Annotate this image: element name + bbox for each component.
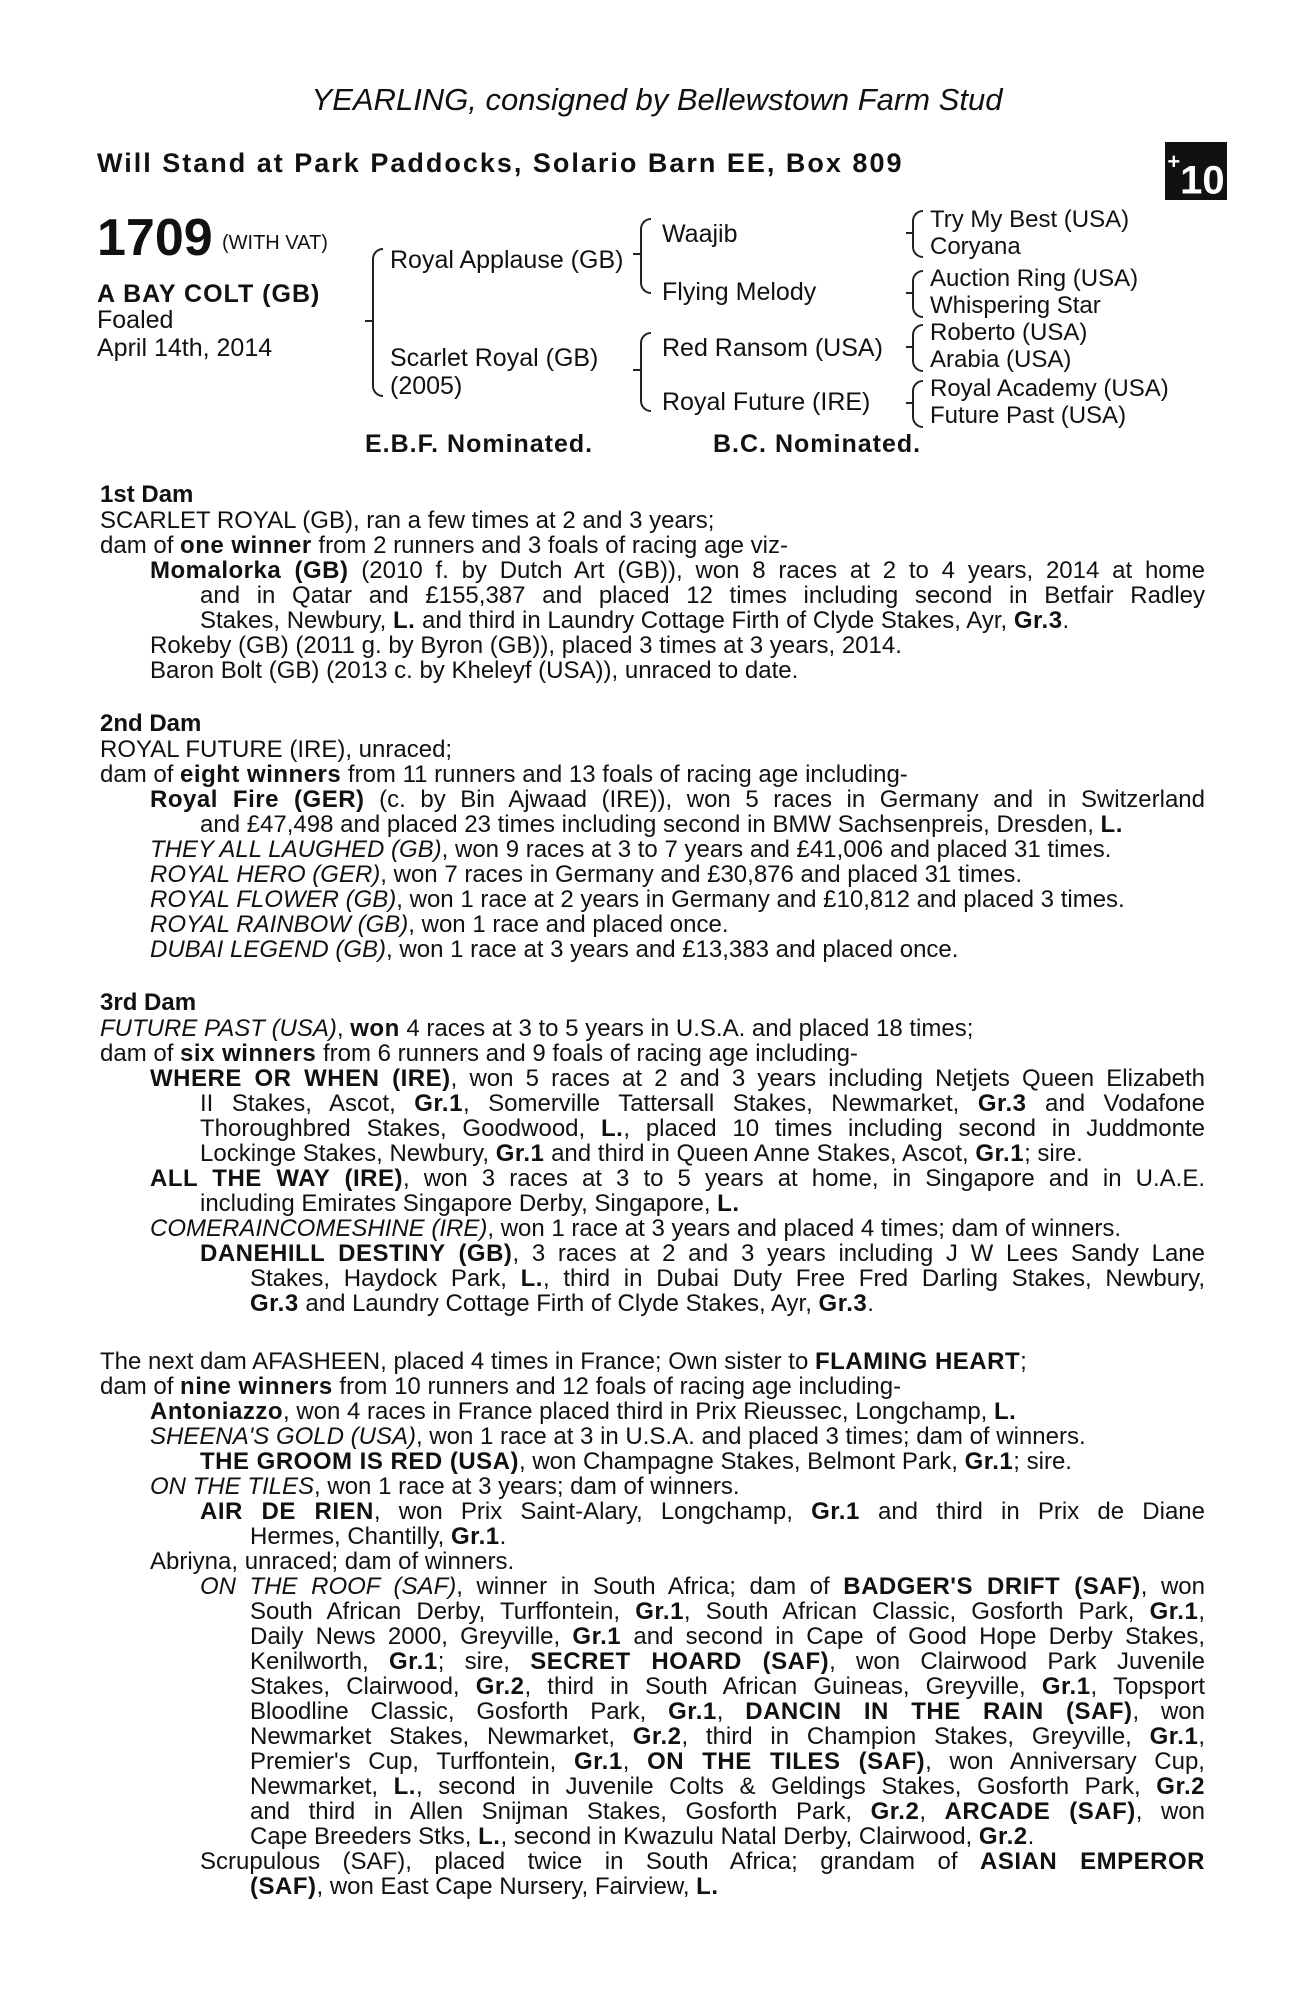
gen3-1: Try My Best (USA) <box>930 206 1130 233</box>
gen3-3: Auction Ring (USA) <box>930 265 1139 292</box>
sire-dam: Flying Melody <box>662 278 817 306</box>
brace-main <box>372 248 383 397</box>
lot-title: A BAY COLT (GB) <box>97 280 321 308</box>
gen3-6: Arabia (USA) <box>930 346 1072 373</box>
gen3-8: Future Past (USA) <box>930 402 1127 429</box>
dam: Scarlet Royal (GB) <box>390 344 599 372</box>
brace-sire <box>640 218 651 294</box>
dam-year: (2005) <box>390 372 463 400</box>
gen3-2: Coryana <box>930 233 1021 260</box>
sire-sire: Waajib <box>662 220 738 248</box>
ebf-nomination: E.B.F. Nominated. <box>365 430 594 458</box>
brace-dam <box>640 332 651 412</box>
lot-badge <box>1165 142 1227 203</box>
badge-mark: + <box>1167 149 1181 174</box>
foaled-date: April 14th, 2014 <box>97 334 273 362</box>
dam-sire: Red Ransom (USA) <box>662 334 883 362</box>
consignment-header: YEARLING, consigned by Bellewstown Farm Stud <box>311 82 1003 117</box>
badge-number: 10 <box>1180 158 1225 203</box>
stand-location: Will Stand at Park Paddocks, Solario Barn EE, Box 809 <box>97 148 904 178</box>
foaled-label: Foaled <box>97 306 174 334</box>
sire: Royal Applause (GB) <box>390 246 624 274</box>
gen3-7: Royal Academy (USA) <box>930 375 1169 402</box>
section-heading: 2nd Dam <box>100 710 202 737</box>
section-heading: 3rd Dam <box>100 989 197 1016</box>
bc-nomination: B.C. Nominated. <box>713 430 922 458</box>
dam-dam: Royal Future (IRE) <box>662 388 871 416</box>
vat-label: (WITH VAT) <box>222 232 328 254</box>
gen3-4: Whispering Star <box>930 292 1101 319</box>
section-heading: 1st Dam <box>100 481 194 508</box>
lot-number: 1709 <box>97 209 213 267</box>
gen3-5: Roberto (USA) <box>930 319 1088 346</box>
